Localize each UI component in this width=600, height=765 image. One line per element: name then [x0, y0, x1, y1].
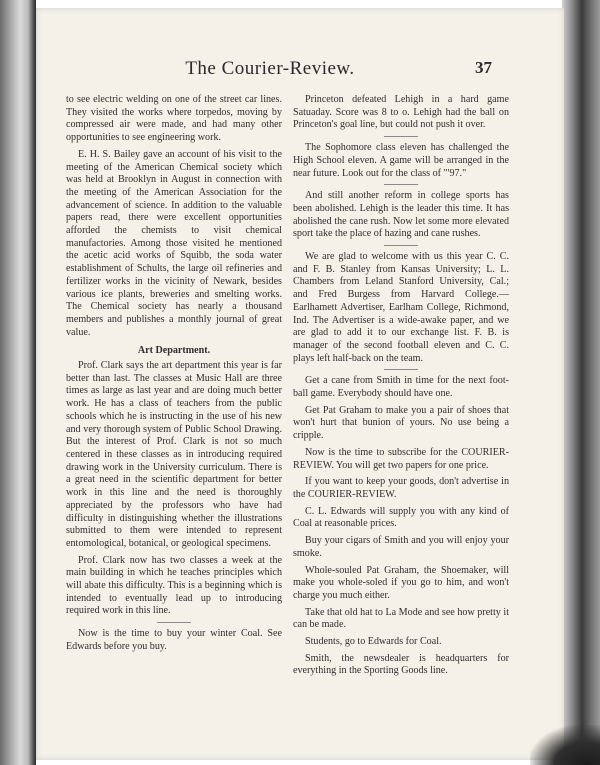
article-paragraph: If you want to keep your goods, don't advertise in the COURIER-REVIEW. [293, 476, 509, 500]
section-divider [384, 136, 418, 137]
book-binding-right [562, 0, 600, 765]
section-divider [384, 245, 418, 246]
article-paragraph: The Sophomore class eleven has challenged the High School eleven. A game will be arranged in the near future. Look out for the class of "'97." [293, 142, 509, 179]
article-paragraph: And still another reform in college sports has been abolished. Lehigh is the leader this time. It has abolished the cane rush. Now let some more elevated sport take the place of hazing and cane rushes. [293, 190, 509, 240]
article-paragraph: Get a cane from Smith in time for the next foot-ball game. Everybody should have one. [293, 375, 509, 400]
section-heading: Art Department. [137, 345, 211, 357]
article-paragraph: Now is the time to subscribe for the COURIER-REVIEW. You will get two papers for one price. [293, 446, 509, 471]
article-paragraph: E. H. S. Bailey gave an account of his visit to the meeting of the American Chemical society which was held at Brooklyn in August in connection with the meeting of the American Association for the advancement of science. In addition to the valuable papers read, there were excellent opportunities afforded the chemists to visit chemical manufactories. Among those visited he mentioned the acetic acid works of Squibb, the soda water establishment of Schults, the large oil refineries and fertilizer works in the vicinity of Newark, besides various ice plants, breweries and smelting works. The Chemical society has nearly a thousand members and publishes a monthly journal of great value. [66, 148, 282, 338]
article-paragraph: Princeton defeated Lehigh in a hard game Satuaday. Score was 8 to o. Lehigh had the ball on Princeton's goal line, but could not push it over. [293, 94, 509, 131]
page-header-title: The Courier-Review. [185, 58, 355, 79]
article-paragraph: C. L. Edwards will supply you with any kind of Coal at reasonable prices. [293, 505, 509, 530]
section-divider [384, 369, 418, 370]
section-divider [384, 184, 418, 185]
book-binding-left [0, 0, 36, 765]
article-paragraph: Get Pat Graham to make you a pair of shoes that won't hurt that bunion of yours. No use being a cripple. [293, 404, 509, 442]
thumb-shadow [530, 725, 600, 765]
article-paragraph: Now is the time to buy your winter Coal. See Edwards before you buy. [66, 628, 282, 652]
article-paragraph: Buy your cigars of Smith and you will enjoy your smoke. [293, 535, 509, 559]
page-number: 37 [475, 58, 492, 77]
article-paragraph: Prof. Clark says the art department this year is far better than last. The classes at Music Hall are three times as large as last year and are doing much better work. He has a class of teachers from the public schools which he is instructing in the use of his new and very thorough system of Public School Drawing. But the interest of Prof. Clark is not so much centered in these classes as in introducing required drawing work in the University curriculum. There is a great need in the scientific department for better work in this line and the need is thoroughly appreciated by the professors who have had difficulty in distinguishing whether the illustrations submitted to them were intended to represent entomological, botanical, or geological specimens. [66, 360, 282, 549]
right-column [293, 94, 509, 682]
article-paragraph: Take that old hat to La Mode and see how pretty it can be made. [293, 606, 509, 631]
article-paragraph: Prof. Clark now has two classes a week at the main building in which he teaches principles which will abate this difficulty. This is a beginning which is intended to eventually lead up to introducing required work in this line. [66, 554, 282, 617]
article-paragraph: We are glad to welcome with us this year C. C. and F. B. Stanley from Kansas University; L. L. Chambers from Leland Stanford University, Cal.; and Fred Burgess from Harvard College.—Earlhamett Advertiser, Earlham College, Richmond, Ind. The Advertiser is a wide-awake paper, and we are glad to add it to our exchange list. F. B. is manager of the second football eleven and C. C. plays left half-back on the team. [293, 251, 509, 364]
article-paragraph: Smith, the newsdealer is headquarters for everything in the Sporting Goods line. [293, 652, 509, 677]
section-divider [157, 622, 191, 623]
article-paragraph: to see electric welding on one of the street car lines. They visited the works where torpedos, moving by compressed air were made, and had many other opportunities to see engineering work. [66, 94, 282, 144]
article-paragraph: Whole-souled Pat Graham, the Shoemaker, will make you whole-soled if you go to him, and won't charge you much either. [293, 564, 509, 601]
article-paragraph: Students, go to Edwards for Coal. [305, 636, 442, 648]
left-column [66, 94, 282, 658]
